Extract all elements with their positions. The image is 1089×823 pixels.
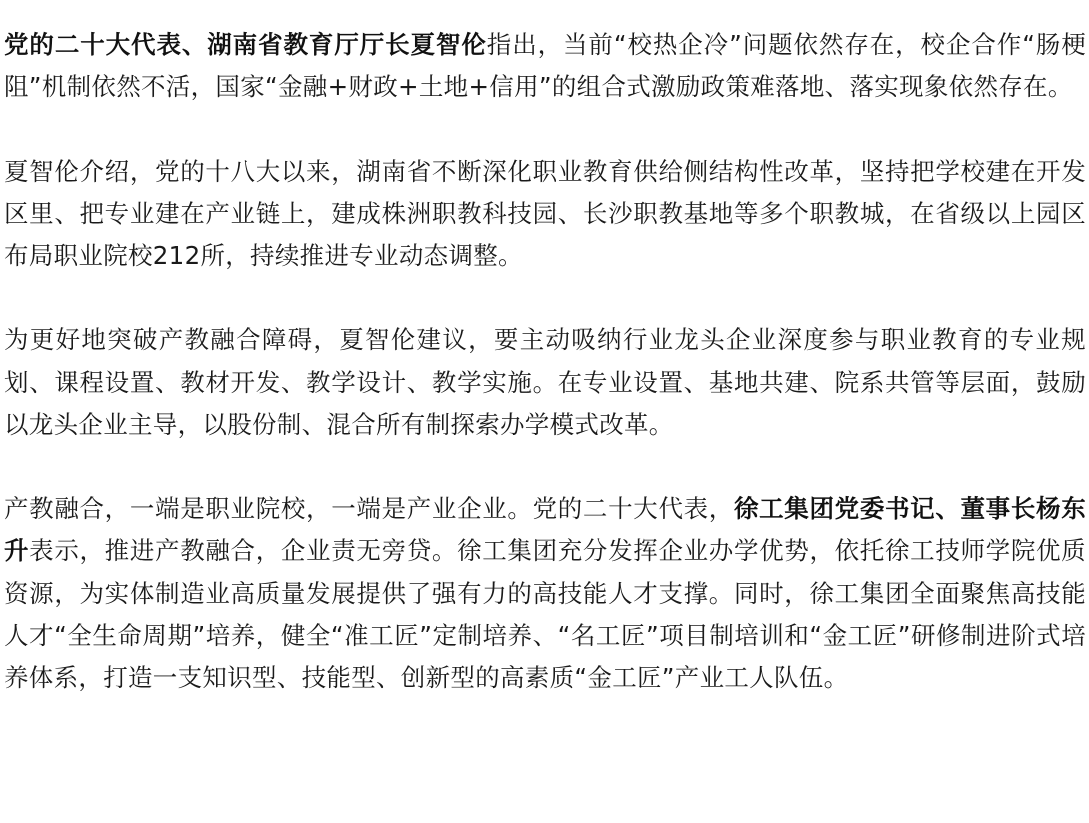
speaker-name-bold: 徐工集团党委书记、董事长杨东升 xyxy=(4,494,1086,566)
paragraph-2-text: 夏智伦介绍，党的十八大以来，湖南省不断深化职业教育供给侧结构性改革，坚持把学校建在开发区里、把专业建在产业链上，建成株洲职教科技园、长沙职教基地等多个职教城，在省级以上园区布局职业院校212所，持续推进专业动态调整。 xyxy=(4,156,1086,270)
paragraph-4-text-after: 表示，推进产教融合，企业责无旁贷。徐工集团充分发挥企业办学优势，依托徐工技师学院优质资源，为实体制造业高质量发展提供了强有力的高技能人才支撑。同时，徐工集团全面聚焦高技能人才“全生命周期”培养，健全“准工匠”定制培养、“名工匠”项目制培训和“金工匠”研修制进阶式培养体系，打造一支知识型、技能型、创新型的高素质“金工匠”产业工人队伍。 xyxy=(4,536,1086,692)
paragraph-1-text: 指出，当前“校热企冷”问题依然存在，校企合作“肠梗阻”机制依然不活，国家“金融+财政+土地+信用”的组合式激励政策难落地、落实现象依然存在。 xyxy=(4,30,1087,102)
speaker-name-bold: 党的二十大代表、湖南省教育厅厅长夏智伦 xyxy=(4,30,487,59)
article-body xyxy=(4,24,1086,699)
paragraph-3-text: 为更好地突破产教融合障碍，夏智伦建议，要主动吸纳行业龙头企业深度参与职业教育的专业规划、课程设置、教材开发、教学设计、教学实施。在专业设置、基地共建、院系共管等层面，鼓励以龙头企业主导，以股份制、混合所有制探索办学模式改革。 xyxy=(4,325,1086,439)
paragraph-2 xyxy=(4,151,1086,278)
paragraph-3 xyxy=(4,319,1086,446)
paragraph-4-text-before: 产教融合，一端是职业院校，一端是产业企业。党的二十大代表， xyxy=(4,494,734,524)
paragraph-1 xyxy=(4,24,1086,108)
paragraph-4 xyxy=(4,488,1086,699)
